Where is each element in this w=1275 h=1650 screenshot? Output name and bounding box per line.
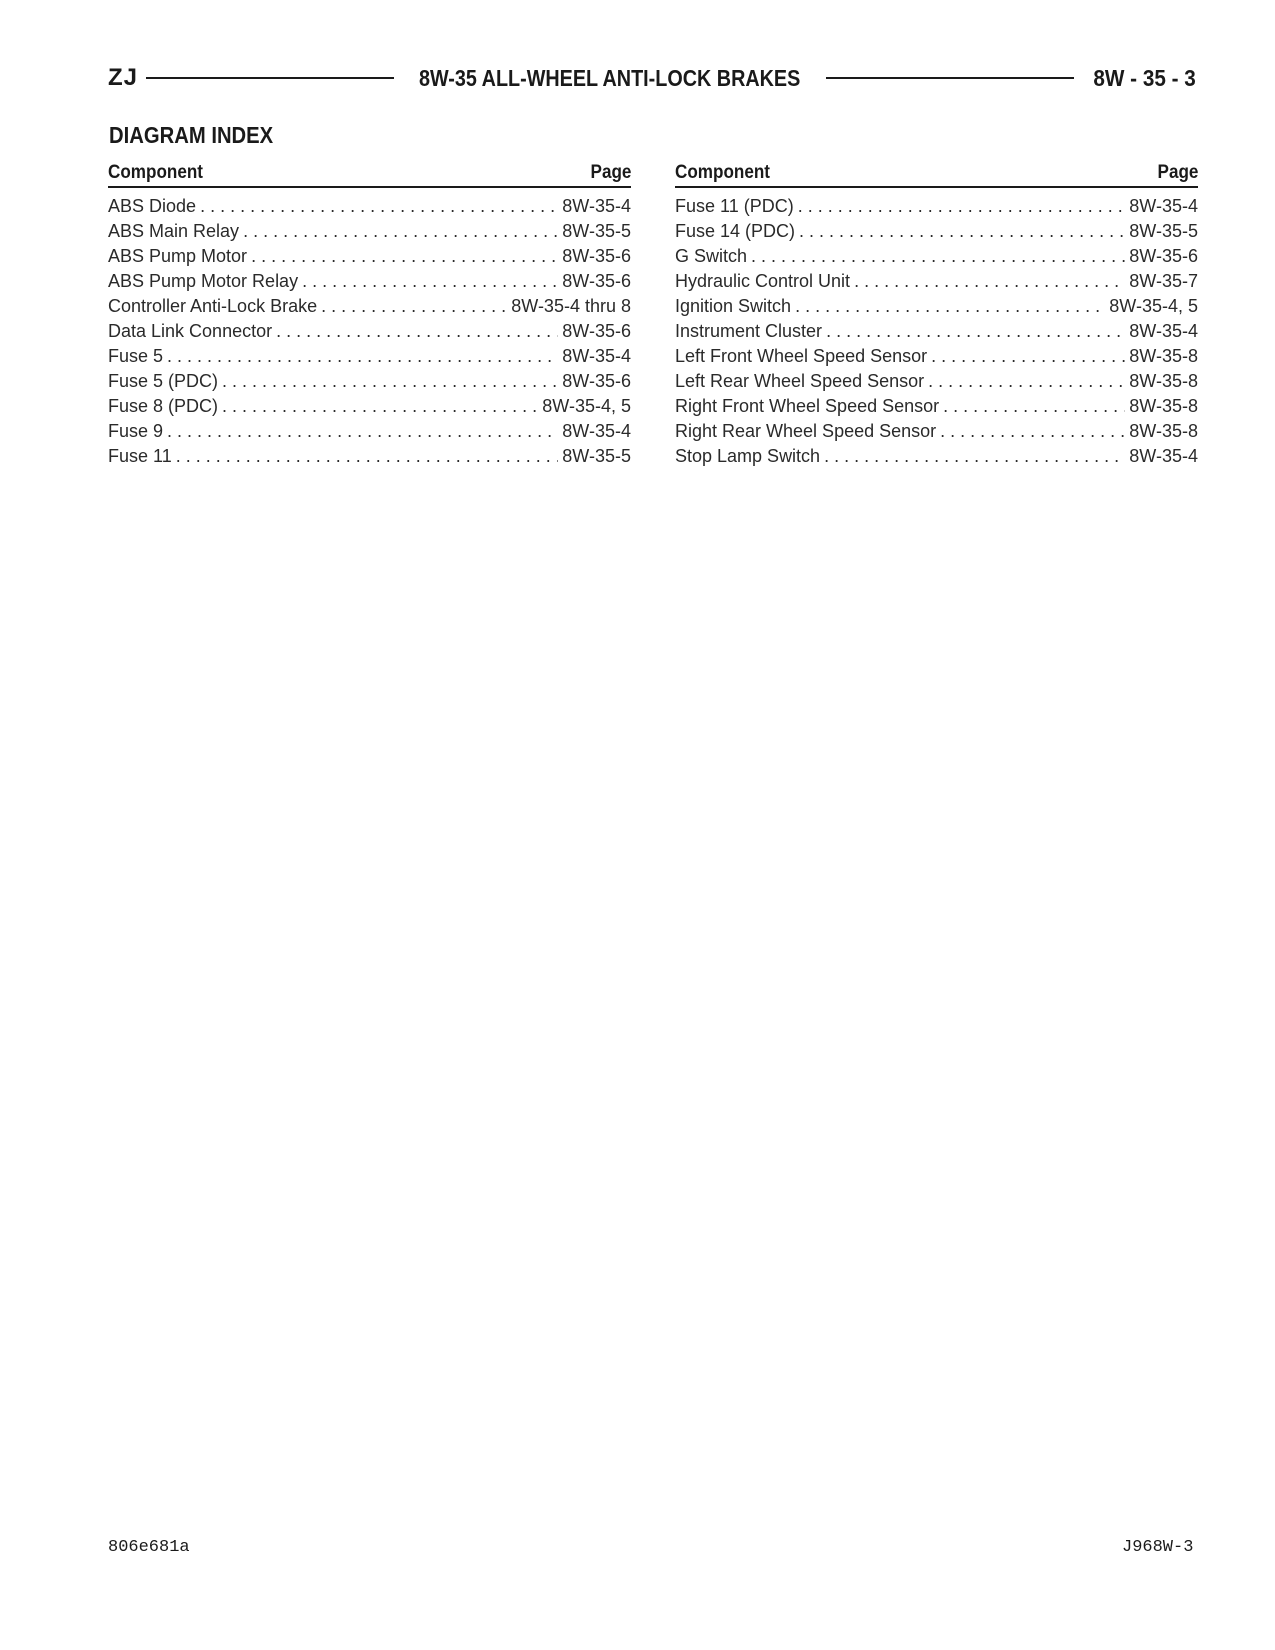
column-header	[108, 160, 631, 188]
dot-leader	[826, 319, 1125, 344]
page-ref: 8W-35-4	[1129, 321, 1198, 341]
index-row	[675, 369, 1198, 394]
index-row	[675, 294, 1198, 319]
page-ref: 8W-35-6	[562, 371, 631, 391]
component-name: Fuse 14 (PDC)	[675, 221, 796, 241]
page-ref: 8W-35-4	[562, 196, 631, 216]
page-ref: 8W-35-4	[562, 346, 631, 366]
index-row	[675, 394, 1198, 419]
page-ref: 8W-35-6	[562, 246, 631, 266]
dot-leader	[798, 194, 1126, 219]
footer-page-ref: J968W-3	[1122, 1538, 1194, 1557]
footer-image-id: 806e681a	[108, 1538, 190, 1557]
page-ref: 8W-35-8	[1129, 371, 1198, 391]
index-row	[675, 319, 1198, 344]
component-name: Fuse 5 (PDC)	[108, 371, 219, 391]
index-row	[108, 294, 631, 319]
header-rule-right	[826, 77, 1074, 79]
component-name: Left Rear Wheel Speed Sensor	[675, 371, 925, 391]
page-ref: 8W-35-8	[1129, 396, 1198, 416]
page-ref: 8W-35-5	[562, 446, 631, 466]
page-ref: 8W-35-5	[1129, 221, 1198, 241]
index-column-right	[675, 160, 1198, 469]
component-header: Component	[675, 162, 770, 183]
component-name: Fuse 9	[108, 421, 164, 441]
component-name: Instrument Cluster	[675, 321, 823, 341]
page-ref: 8W-35-4 thru 8	[511, 296, 631, 316]
dot-leader	[276, 319, 558, 344]
dot-leader	[222, 369, 558, 394]
index-row	[675, 444, 1198, 469]
index-row	[675, 419, 1198, 444]
page-ref: 8W-35-6	[1129, 246, 1198, 266]
dot-leader	[940, 419, 1125, 444]
component-name: Ignition Switch	[675, 296, 792, 316]
index-row	[108, 369, 631, 394]
component-name: Data Link Connector	[108, 321, 273, 341]
page-ref: 8W-35-4, 5	[1109, 296, 1198, 316]
page-ref: 8W-35-7	[1129, 271, 1198, 291]
page-header-label: Page	[1157, 162, 1198, 183]
dot-leader	[854, 269, 1125, 294]
index-row	[108, 344, 631, 369]
index-row	[675, 194, 1198, 219]
index-row	[108, 444, 631, 469]
vehicle-code: ZJ	[108, 64, 139, 91]
index-row	[108, 194, 631, 219]
page-ref: 8W-35-4	[1129, 446, 1198, 466]
component-name: ABS Diode	[108, 196, 197, 216]
component-name: ABS Main Relay	[108, 221, 240, 241]
page-ref: 8W-35-5	[562, 221, 631, 241]
page-header-label: Page	[590, 162, 631, 183]
page-ref: 8W-35-6	[562, 271, 631, 291]
page-ref: 8W-35-4	[1129, 196, 1198, 216]
component-name: G Switch	[675, 246, 748, 266]
index-row	[108, 419, 631, 444]
component-header: Component	[108, 162, 203, 183]
index-row	[108, 269, 631, 294]
index-list-left	[108, 194, 631, 469]
page-ref: 8W-35-4, 5	[542, 396, 631, 416]
index-row	[675, 244, 1198, 269]
index-row	[675, 269, 1198, 294]
page-ref: 8W-35-6	[562, 321, 631, 341]
section-header-title: 8W-35 ALL-WHEEL ANTI-LOCK BRAKES	[419, 64, 801, 91]
page-ref: 8W-35-8	[1129, 421, 1198, 441]
dot-leader	[222, 394, 538, 419]
component-name: Left Front Wheel Speed Sensor	[675, 346, 928, 366]
index-row	[108, 319, 631, 344]
dot-leader	[167, 344, 558, 369]
index-row	[675, 344, 1198, 369]
component-name: Right Front Wheel Speed Sensor	[675, 396, 940, 416]
component-name: ABS Pump Motor Relay	[108, 271, 299, 291]
page-ref: 8W-35-4	[562, 421, 631, 441]
page-ref: 8W-35-8	[1129, 346, 1198, 366]
column-header	[675, 160, 1198, 188]
component-name: ABS Pump Motor	[108, 246, 248, 266]
dot-leader	[928, 369, 1125, 394]
component-name: Stop Lamp Switch	[675, 446, 821, 466]
dot-leader	[167, 419, 558, 444]
dot-leader	[931, 344, 1125, 369]
header-rule-left	[146, 77, 394, 79]
dot-leader	[200, 194, 558, 219]
dot-leader	[751, 244, 1125, 269]
page-header	[108, 62, 1196, 94]
component-name: Fuse 11 (PDC)	[675, 196, 794, 216]
dot-leader	[943, 394, 1125, 419]
index-row	[108, 394, 631, 419]
page-number: 8W - 35 - 3	[1093, 64, 1197, 91]
dot-leader	[799, 219, 1125, 244]
component-name: Controller Anti-Lock Brake	[108, 296, 318, 316]
dot-leader	[302, 269, 558, 294]
index-row	[108, 244, 631, 269]
dot-leader	[824, 444, 1125, 469]
index-row	[675, 219, 1198, 244]
dot-leader	[251, 244, 558, 269]
index-row	[108, 219, 631, 244]
component-name: Hydraulic Control Unit	[675, 271, 851, 291]
component-name: Fuse 11	[108, 446, 172, 466]
dot-leader	[795, 294, 1105, 319]
dot-leader	[243, 219, 558, 244]
dot-leader	[176, 444, 559, 469]
component-name: Fuse 8 (PDC)	[108, 396, 219, 416]
component-name: Right Rear Wheel Speed Sensor	[675, 421, 937, 441]
diagram-index-title: DIAGRAM INDEX	[109, 122, 274, 148]
component-name: Fuse 5	[108, 346, 164, 366]
dot-leader	[321, 294, 507, 319]
index-list-right	[675, 194, 1198, 469]
index-column-left	[108, 160, 631, 469]
